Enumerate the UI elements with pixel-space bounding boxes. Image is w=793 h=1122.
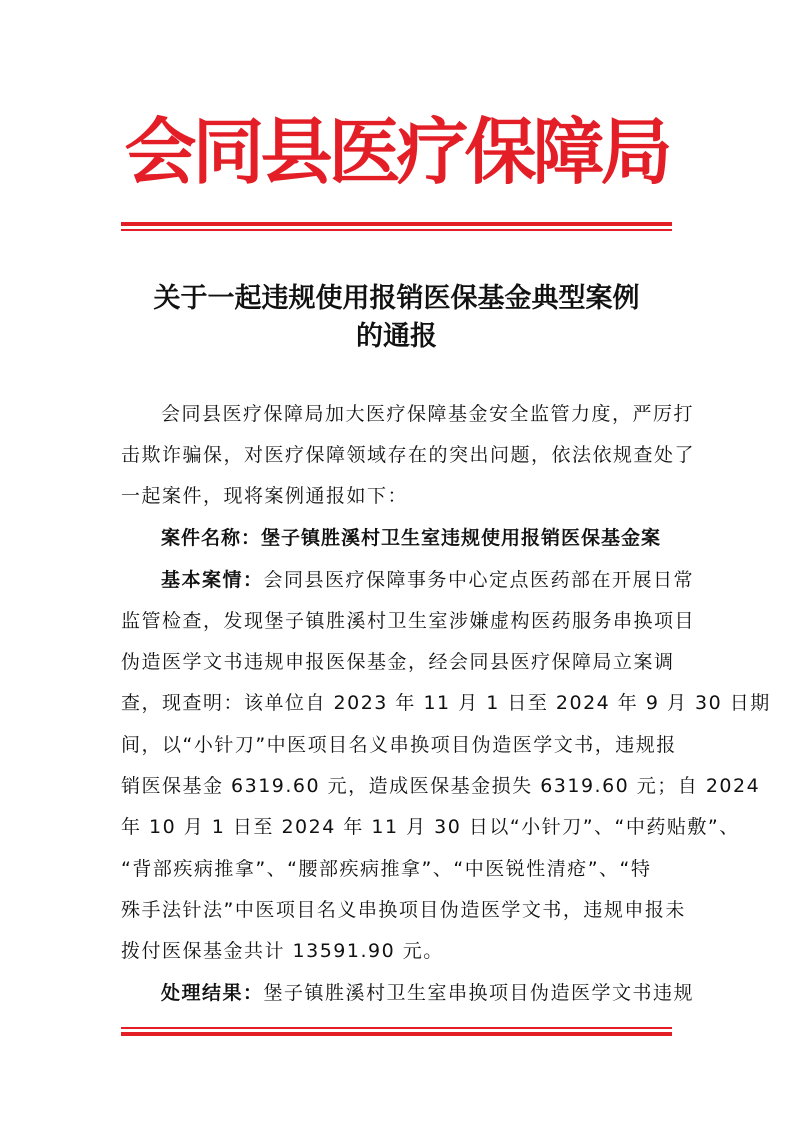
- notice-title-line-1: 关于一起违规使用报销医保基金典型案例: [153, 283, 640, 314]
- basic-facts-line-8: “背部疾病推拿”、“腰部疾病推拿”、“中医锐性清疮”、“特: [121, 858, 652, 880]
- case-name-line: [161, 520, 720, 556]
- case-name-value: 堡子镇胜溪村卫生室违规使用报销医保基金案: [261, 527, 662, 549]
- result-text: 堡子镇胜溪村卫生室串换项目伪造医学文书违规: [263, 982, 695, 1004]
- intro-line-1: 会同县医疗保障局加大医疗保障基金安全监管力度，严厉打: [161, 403, 695, 425]
- result-line-1: [161, 975, 720, 1011]
- result-label: 处理结果：: [161, 982, 264, 1004]
- notice-title-line-2: 的通报: [356, 321, 437, 352]
- intro-line-2: 击欺诈骗保，对医疗保障领域存在的突出问题，依法依规查处了: [121, 444, 696, 466]
- basic-facts-line-5: 间，以“小针刀”中医项目名义串换项目伪造医学文书，违规报: [121, 734, 677, 756]
- basic-facts-line-9: 殊手法针法”中医项目名义串换项目伪造医学文书，违规申报未: [121, 899, 686, 921]
- footer-rule-thin: [121, 1027, 672, 1029]
- masthead-title: 会同县医疗保障局: [124, 109, 669, 194]
- basic-facts-text: 会同县医疗保障事务中心定点医药部在开展日常: [263, 569, 695, 591]
- basic-facts-line-4: 查，现查明：该单位自 2023 年 11 月 1 日至 2024 年 9 月 30 日期: [121, 692, 771, 714]
- basic-facts-line-1: [161, 562, 720, 598]
- basic-facts-line-10: 拨付医保基金共计 13591.90 元。: [121, 940, 444, 962]
- header-rule-thick: [121, 222, 672, 226]
- intro-line-3: 一起案件，现将案例通报如下：: [121, 485, 409, 507]
- basic-facts-line-3: 伪造医学文书违规申报医保基金，经会同县医疗保障局立案调: [121, 651, 675, 673]
- basic-facts-line-7: 年 10 月 1 日至 2024 年 11 月 30 日以“小针刀”、“中药贴敷”、: [121, 816, 740, 838]
- header-rule-thin: [121, 229, 672, 231]
- basic-facts-label: 基本案情：: [161, 569, 264, 591]
- footer-rule-thick: [121, 1032, 672, 1036]
- basic-facts-line-2: 监管检查，发现堡子镇胜溪村卫生室涉嫌虚构医药服务串换项目: [121, 610, 696, 632]
- basic-facts-line-6: 销医保基金 6319.60 元，造成医保基金损失 6319.60 元；自 2024: [121, 775, 761, 797]
- case-name-label: 案件名称：: [161, 527, 262, 549]
